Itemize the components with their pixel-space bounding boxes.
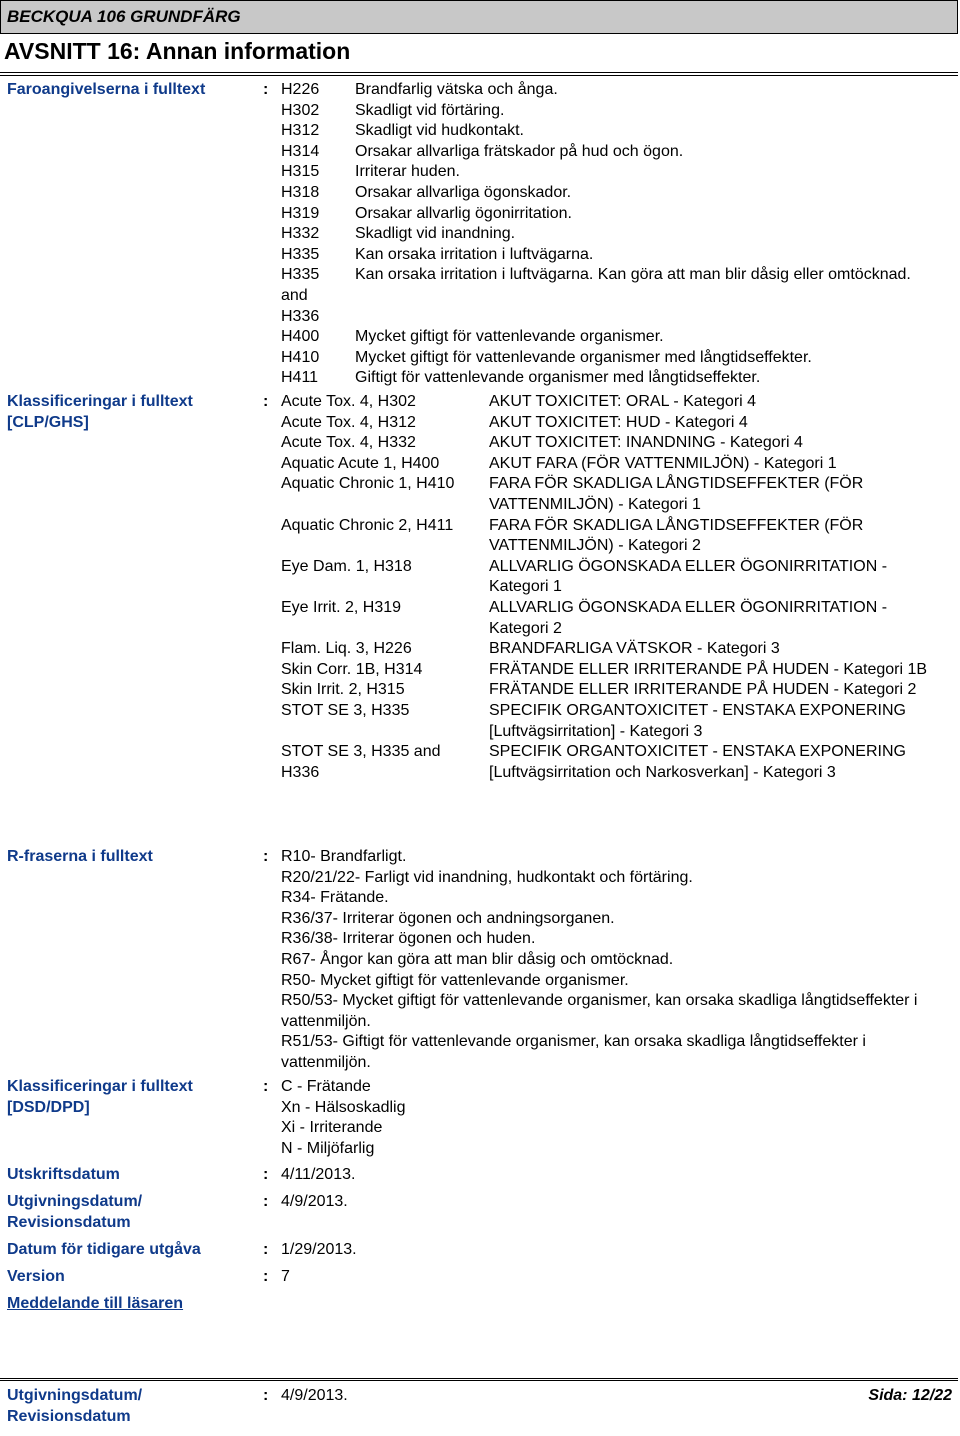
classification-text: ALLVARLIG ÖGONSKADA ELLER ÖGONIRRITATION - Kategori 1 [489,557,888,596]
hazard-code: H332 [281,225,320,243]
previous-date-label: Datum för tidigare utgåva [7,1241,201,1258]
classification-row [281,701,951,742]
product-name: BECKQUA 106 GRUNDFÄRG [7,7,241,26]
section-title: AVSNITT 16: Annan information [4,38,351,64]
hazard-text: Skadligt vid förtäring. [355,101,505,119]
classification-code: Skin Corr. 1B, H314 [281,660,423,678]
hazard-row [281,204,921,225]
classification-row [281,392,951,413]
classification-row [281,660,951,681]
hazard-code: H318 [281,183,320,201]
r-phrase: R36/37- Irriterar ögonen och andningsorganen. [281,909,615,927]
dsd-class-item: Xn - Hälsoskadlig [281,1098,406,1116]
classification-text: AKUT TOXICITET: ORAL - Kategori 4 [489,393,757,410]
version-value: 7 [281,1268,290,1285]
classification-row [281,598,951,639]
hazard-text: Orsakar allvarliga frätskador på hud och ögon. [355,142,684,160]
hazard-row [281,327,921,348]
classification-row [281,516,951,557]
issue-date-value: 4/9/2013. [281,1193,348,1210]
hazard-text: Skadligt vid hudkontakt. [355,122,524,140]
classification-text: SPECIFIK ORGANTOXICITET - ENSTAKA EXPONERING [Luftvägsirritation och Narkosverkan] - Kategori 3 [489,743,906,781]
print-date-label: Utskriftsdatum [7,1166,120,1183]
hazard-code: H410 [281,348,320,366]
page-number: Sida: 12/22 [868,1387,952,1404]
hazard-text: Orsakar allvarlig ögonirritation. [355,204,572,222]
r-phrase: R50/53- Mycket giftigt för vattenlevande organismer, kan orsaka skadliga långtidseffekter i vattenmiljön. [281,992,918,1030]
hazard-text: Orsakar allvarliga ögonskador. [355,183,572,201]
classification-row [281,557,951,598]
hazard-code: H312 [281,122,320,140]
classification-row [281,454,951,475]
classification-text: FARA FÖR SKADLIGA LÅNGTIDSEFFEKTER (FÖR VATTENMILJÖN) - Kategori 1 [489,475,864,513]
section-divider [0,72,958,76]
hazard-row [281,348,921,369]
hazard-statements-list [281,80,921,389]
classification-code: Acute Tox. 4, H302 [281,393,416,410]
classification-code: STOT SE 3, H335 [281,701,410,719]
hazard-row [281,101,921,122]
classification-text: AKUT TOXICITET: INANDNING - Kategori 4 [489,434,803,452]
dsd-class-item: Xi - Irriterande [281,1119,383,1137]
classification-code: Acute Tox. 4, H332 [281,434,416,452]
classification-row [281,742,951,783]
hazard-code: H335 [281,245,320,263]
hazard-row [281,121,921,142]
classification-row [281,413,951,434]
previous-date-value: 1/29/2013. [281,1241,357,1258]
footer-issue-date-label: Utgivningsdatum/ Revisionsdatum [7,1387,143,1425]
colon-separator: : [263,1166,269,1183]
colon-separator: : [263,393,269,410]
r-phrase: R67- Ångor kan göra att man blir dåsig och omtöcknad. [281,950,674,968]
hazard-row [281,265,921,327]
hazard-row [281,162,921,183]
classification-row [281,474,951,515]
hazard-row [281,368,921,389]
colon-separator: : [263,848,269,865]
hazard-code: H400 [281,328,320,346]
hazard-statements-label: Faroangivelserna i fulltext [7,81,206,98]
hazard-text: Brandfarlig vätska och ånga. [355,81,558,98]
hazard-row [281,224,921,245]
hazard-code: H302 [281,101,320,119]
classification-code: Eye Dam. 1, H318 [281,557,412,575]
notice-to-reader-link[interactable]: Meddelande till läsaren [7,1295,184,1312]
dsd-classification-list [281,1077,681,1159]
version-label: Version [7,1268,65,1285]
footer-divider [0,1378,958,1381]
hazard-code: H314 [281,142,320,160]
clp-classification-list [281,392,951,783]
r-phrase: R51/53- Giftigt för vattenlevande organismer, kan orsaka skadliga långtidseffekter i vattenmiljön. [281,1033,866,1071]
hazard-text: Skadligt vid inandning. [355,225,516,243]
issue-date-label: Utgivningsdatum/ Revisionsdatum [7,1193,143,1231]
r-phrase: R10- Brandfarligt. [281,848,407,865]
r-phrases-list [281,847,951,1074]
classification-text: SPECIFIK ORGANTOXICITET - ENSTAKA EXPONERING [Luftvägsirritation] - Kategori 3 [489,701,906,740]
hazard-row [281,245,921,266]
classification-code: STOT SE 3, H335 and H336 [281,743,441,781]
hazard-text: Kan orsaka irritation i luftvägarna. [355,245,594,263]
classification-code: Skin Irrit. 2, H315 [281,681,405,699]
classification-text: FRÄTANDE ELLER IRRITERANDE PÅ HUDEN - Kategori 2 [489,681,917,699]
classification-code: Flam. Liq. 3, H226 [281,640,412,658]
hazard-code: H226 [281,81,320,98]
dsd-class-item: N - Miljöfarlig [281,1139,375,1157]
r-phrase: R36/38- Irriterar ögonen och huden. [281,930,536,948]
dsd-class-item: C - Frätande [281,1078,371,1095]
classification-row [281,639,951,660]
classification-code: Aquatic Chronic 1, H410 [281,475,455,493]
hazard-text: Giftigt för vattenlevande organismer med långtidseffekter. [355,369,761,387]
clp-classification-label: Klassificeringar i fulltext [CLP/GHS] [7,393,193,431]
hazard-text: Mycket giftigt för vattenlevande organismer med långtidseffekter. [355,348,812,366]
r-phrase: R20/21/22- Farligt vid inandning, hudkontakt och förtäring. [281,868,693,886]
hazard-row [281,142,921,163]
r-phrase: R34- Frätande. [281,889,389,907]
print-date-value: 4/11/2013. [281,1166,356,1183]
classification-text: FRÄTANDE ELLER IRRITERANDE PÅ HUDEN - Kategori 1B [489,660,928,678]
classification-code: Eye Irrit. 2, H319 [281,598,402,616]
hazard-code: H315 [281,163,320,181]
hazard-text: Kan orsaka irritation i luftvägarna. Kan göra att man blir dåsig eller omtöcknad. [355,266,911,284]
document-header-bar [0,0,958,34]
colon-separator: : [263,1193,269,1210]
footer-issue-date-value: 4/9/2013. [281,1387,348,1404]
hazard-text: Mycket giftigt för vattenlevande organismer. [355,328,664,346]
colon-separator: : [263,81,269,98]
classification-code: Aquatic Acute 1, H400 [281,454,440,472]
classification-row [281,433,951,454]
colon-separator: : [263,1387,269,1404]
classification-text: BRANDFARLIGA VÄTSKOR - Kategori 3 [489,640,780,658]
hazard-code: H411 [281,369,319,387]
hazard-row [281,80,921,101]
classification-text: FARA FÖR SKADLIGA LÅNGTIDSEFFEKTER (FÖR VATTENMILJÖN) - Kategori 2 [489,516,864,555]
classification-row [281,680,951,701]
colon-separator: : [263,1078,269,1095]
hazard-row [281,183,921,204]
classification-code: Aquatic Chronic 2, H411 [281,516,454,534]
hazard-code: H335 and H336 [281,266,320,325]
classification-text: AKUT FARA (FÖR VATTENMILJÖN) - Kategori 1 [489,454,837,472]
classification-code: Acute Tox. 4, H312 [281,413,416,431]
colon-separator: : [263,1241,269,1258]
hazard-code: H319 [281,204,320,222]
hazard-text: Irriterar huden. [355,163,460,181]
classification-text: ALLVARLIG ÖGONSKADA ELLER ÖGONIRRITATION - Kategori 2 [489,598,888,637]
dsd-classification-label: Klassificeringar i fulltext [DSD/DPD] [7,1078,193,1116]
r-phrase: R50- Mycket giftigt för vattenlevande organismer. [281,971,629,989]
r-phrases-label: R-fraserna i fulltext [7,848,153,865]
colon-separator: : [263,1268,269,1285]
classification-text: AKUT TOXICITET: HUD - Kategori 4 [489,413,748,431]
